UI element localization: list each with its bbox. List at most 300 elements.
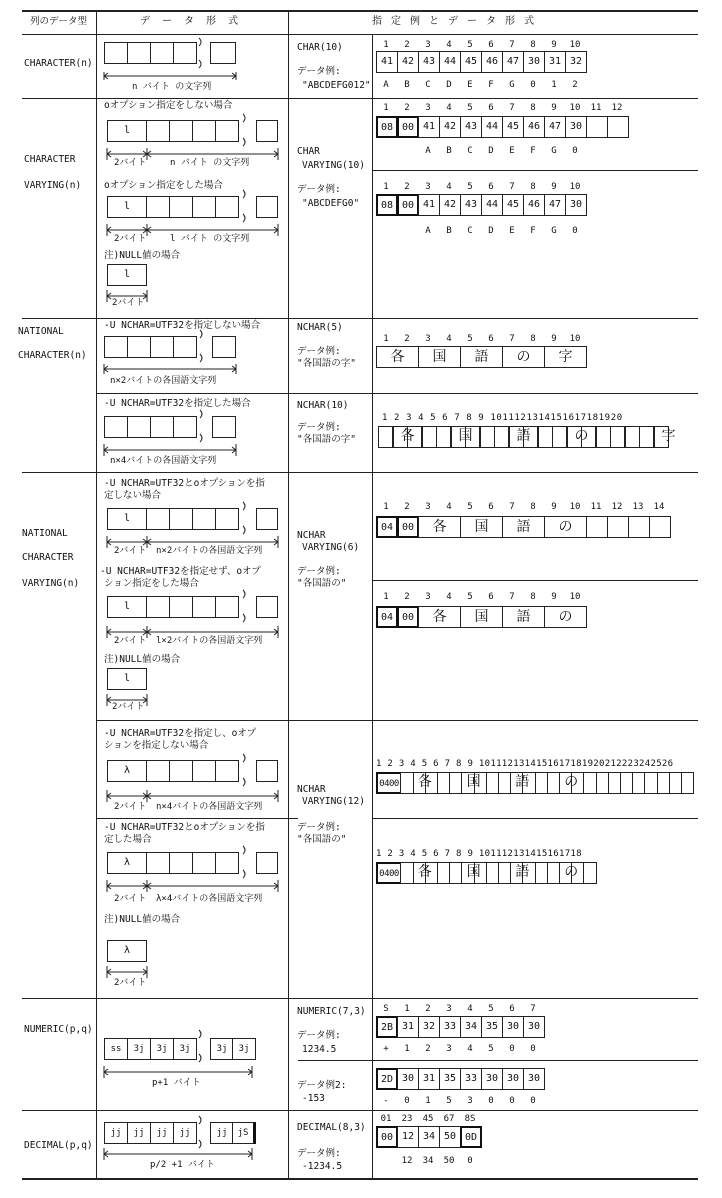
byte-cell	[547, 862, 560, 884]
byte-number: 1	[383, 182, 389, 192]
byte-cell	[608, 772, 621, 794]
hex-cell: 08	[376, 194, 398, 216]
nvarchar-spec-4: VARYING(12)	[302, 796, 365, 807]
numeric-example-label: データ例:	[297, 1030, 341, 1041]
hex-cell: 47	[544, 194, 566, 216]
kanji-cell: 語	[516, 428, 531, 444]
nvarchar-note-2a: -U NCHAR=UTF32を指定せず、oオプ	[100, 566, 261, 577]
hex-cell: 46	[523, 116, 545, 138]
byte-number: 45	[422, 1114, 434, 1124]
byte-number: 1	[383, 592, 389, 602]
byte-cell	[583, 862, 596, 884]
char-label: F	[530, 146, 536, 156]
hex-cell: 0400	[376, 772, 402, 794]
hex-cell: 42	[439, 116, 461, 138]
varchar-example-value: "ABCDEFG0"	[302, 198, 360, 209]
row-divider	[22, 998, 698, 999]
byte-number: 10	[569, 502, 581, 512]
byte-cell	[378, 426, 393, 448]
char-label: B	[446, 146, 452, 156]
byte-number: 8	[530, 40, 536, 50]
nchar-dim-2: n×4バイトの各国語文字列	[110, 456, 217, 466]
byte-number: 5	[467, 502, 473, 512]
hex-cell: 12	[397, 1126, 419, 1148]
digit-label: 0	[530, 1044, 536, 1054]
digit-cell: 3j	[210, 1038, 234, 1060]
nvarchar-example-label: データ例:	[297, 566, 341, 577]
char-label: E	[509, 146, 515, 156]
hex-cell: 35	[481, 1016, 503, 1038]
digit-label: 3	[446, 1044, 452, 1054]
row-divider	[22, 98, 698, 99]
nchar-example-value-2: "各国語の字"	[297, 434, 356, 445]
byte-cell	[639, 426, 654, 448]
nvarchar-example-value: "各国語の"	[297, 578, 347, 589]
byte-number: 10	[569, 334, 581, 344]
type-varchar-line1: CHARACTER	[24, 154, 76, 165]
byte-number: 01	[380, 1114, 392, 1124]
empty-cell	[628, 516, 650, 538]
hex-cell: 04	[376, 606, 398, 628]
numeric-example-value: 1234.5	[302, 1044, 337, 1055]
byte-number: 6	[488, 334, 494, 344]
nchar-spec-2: NCHAR(10)	[297, 400, 349, 411]
kanji-cell: 語	[502, 516, 545, 538]
byte-number: 6	[509, 1004, 515, 1014]
nvarchar-note-1b: 定しない場合	[104, 490, 162, 501]
varchar-spec-line1: CHAR	[297, 146, 320, 157]
byte-number: 2	[404, 592, 410, 602]
byte-number: 5	[467, 334, 473, 344]
digit-label: 1	[425, 1096, 431, 1106]
kanji-cell: 各	[376, 346, 419, 368]
byte-number: 9	[551, 502, 557, 512]
byte-cell	[436, 426, 451, 448]
char-label: C	[467, 226, 473, 236]
char-label: 0	[572, 226, 578, 236]
byte-cell	[596, 772, 609, 794]
nvarchar-note-1a: -U NCHAR=UTF32とoオプションを指	[104, 478, 265, 489]
byte-number: 7	[509, 334, 515, 344]
table-bottom-border	[22, 1178, 698, 1180]
byte-number: 3	[425, 182, 431, 192]
hex-cell: 30	[502, 1016, 524, 1038]
lambda-prefix-label: λ	[123, 765, 131, 776]
hex-cell: 2D	[376, 1068, 398, 1090]
nvarchar-note-3b: ションを指定しない場合	[104, 740, 209, 751]
byte-cell	[596, 426, 611, 448]
kanji-cell: の	[564, 774, 579, 790]
nvarchar-dim-a: n×2バイトの各国語文字列	[156, 546, 263, 556]
digit-cell: ss	[104, 1038, 128, 1060]
decimal-example-value: -1234.5	[302, 1161, 343, 1172]
digit-label: 0	[530, 1096, 536, 1106]
type-varchar-line2: VARYING(n)	[24, 180, 82, 191]
kanji-cell: 各	[400, 428, 415, 444]
byte-cell	[547, 772, 560, 794]
byte-cell	[494, 426, 509, 448]
byte-number: 9	[551, 592, 557, 602]
nvarchar-note-2b: ション指定をした場合	[104, 578, 199, 589]
hex-cell: 32	[565, 51, 587, 73]
char-spec: CHAR(10)	[297, 42, 343, 53]
nchar-spec-1: NCHAR(5)	[297, 322, 343, 333]
nvarchar-dim-2byte-b: 2バイト	[114, 636, 147, 646]
byte-number: 9	[551, 334, 557, 344]
char-label: A	[425, 226, 431, 236]
table-top-border	[22, 10, 698, 12]
byte-number: 5	[467, 592, 473, 602]
type-decimal: DECIMAL(p,q)	[24, 1140, 93, 1151]
digit-cell: jj	[104, 1122, 128, 1144]
varchar-dim-2byte: 2バイト	[114, 158, 147, 168]
digit-cell: jj	[173, 1122, 197, 1144]
hex-cell: 41	[418, 194, 440, 216]
digit-label: 2	[425, 1044, 431, 1054]
varchar-note-null: 注)NULL値の場合	[104, 250, 181, 261]
byte-cell	[535, 862, 548, 884]
row-divider	[22, 318, 698, 319]
hex-cell: 08	[376, 116, 398, 138]
kanji-cell: 国	[460, 516, 503, 538]
char-label: B	[404, 80, 410, 90]
subrow-divider	[96, 720, 698, 721]
nvarchar-dim-d: λ×4バイトの各国語文字列	[156, 894, 263, 904]
nvarchar-null-dim-2: 2バイト	[114, 978, 147, 988]
byte-number: 10	[569, 182, 581, 192]
byte-number: 4	[446, 40, 452, 50]
type-nvarchar-line2: CHARACTER	[22, 552, 74, 563]
hex-cell: 00	[397, 606, 419, 628]
digit-label: 12	[401, 1156, 413, 1166]
byte-number: 12	[611, 502, 623, 512]
byte-number: 10	[569, 592, 581, 602]
digit-label: 0	[467, 1156, 473, 1166]
kanji-cell: 国	[458, 428, 473, 444]
digit-label: 5	[446, 1096, 452, 1106]
lambda-prefix-label: λ	[123, 945, 131, 956]
hex-cell: 30	[523, 1016, 545, 1038]
char-label: 2	[572, 80, 578, 90]
digit-label: 50	[443, 1156, 455, 1166]
empty-cell	[586, 116, 608, 138]
hex-cell: 47	[502, 51, 524, 73]
length-prefix-label: l	[123, 269, 131, 280]
kanji-cell: の	[502, 346, 545, 368]
hex-cell: 42	[397, 51, 419, 73]
header-bottom-border	[22, 34, 698, 35]
char-example-label: データ例:	[297, 66, 341, 77]
byte-cell	[449, 862, 462, 884]
digit-label: 0	[488, 1096, 494, 1106]
byte-number: S	[383, 1004, 389, 1014]
byte-number: 6	[488, 182, 494, 192]
byte-number: 4	[446, 182, 452, 192]
nvarchar-dim-2byte-d: 2バイト	[114, 894, 147, 904]
kanji-cell: の	[574, 428, 589, 444]
char-dim-label: n バイト の文字列	[132, 82, 212, 92]
byte-number: 8	[530, 502, 536, 512]
nvarchar-note-null-2: 注)NULL値の場合	[104, 914, 181, 925]
decimal-example-label: データ例:	[297, 1148, 341, 1159]
byte-number: 2	[404, 182, 410, 192]
byte-cell	[632, 772, 645, 794]
length-prefix-label: l	[123, 601, 131, 612]
byte-number: 3	[425, 334, 431, 344]
type-nchar-line2: CHARACTER(n)	[18, 350, 87, 361]
nvarchar-spec-2: VARYING(6)	[302, 542, 360, 553]
varchar-dim-l: l バイト の文字列	[170, 234, 250, 244]
byte-number: 8	[530, 103, 536, 113]
kanji-cell: 各	[417, 774, 432, 790]
hex-cell: 47	[544, 116, 566, 138]
header-column-example: 指定例とデータ形式	[372, 16, 543, 27]
byte-number: 7	[509, 502, 515, 512]
char-label: E	[467, 80, 473, 90]
empty-cell	[649, 516, 671, 538]
example-divider	[372, 170, 698, 171]
hex-cell: 30	[523, 1068, 545, 1090]
digit-cell: jj	[150, 1122, 174, 1144]
kanji-cell: 語	[515, 864, 530, 880]
kanji-cell: 国	[466, 774, 481, 790]
example-divider	[298, 1060, 698, 1061]
kanji-cell: の	[544, 516, 587, 538]
kanji-cell: 国	[418, 346, 461, 368]
byte-number: 4	[467, 1004, 473, 1014]
byte-number: 3	[425, 502, 431, 512]
byte-number: 1	[383, 334, 389, 344]
varchar-null-dim: 2バイト	[112, 298, 145, 308]
col-divider-type	[96, 10, 97, 1178]
hex-cell: 04	[376, 516, 398, 538]
hex-cell: 30	[502, 1068, 524, 1090]
length-prefix-label: l	[123, 673, 131, 684]
kanji-cell: 字	[661, 428, 676, 444]
hex-cell: 46	[523, 194, 545, 216]
byte-number: 13	[632, 502, 644, 512]
byte-number: 1	[383, 103, 389, 113]
char-label: A	[425, 146, 431, 156]
nvarchar-byte-numbers-3: 1 2 3 4 5 6 7 8 9 1011121314151617181920212223242526	[376, 759, 674, 769]
empty-cell	[607, 116, 629, 138]
byte-number: 2	[404, 103, 410, 113]
row-divider	[22, 1110, 698, 1111]
hex-cell: 44	[481, 116, 503, 138]
digit-label: +	[383, 1044, 389, 1054]
hex-cell: 2B	[376, 1016, 398, 1038]
byte-number: 3	[446, 1004, 452, 1014]
byte-number: 6	[488, 103, 494, 113]
digit-cell: jj	[127, 1122, 151, 1144]
nvarchar-note-4b: 定した場合	[104, 834, 152, 845]
nvarchar-dim-2byte-c: 2バイト	[114, 802, 147, 812]
empty-cell	[586, 516, 608, 538]
char-label: C	[467, 146, 473, 156]
byte-number: 11	[590, 103, 602, 113]
varchar-note-no-option: oオプション指定をしない場合	[104, 100, 233, 111]
kanji-cell: 各	[418, 606, 461, 628]
byte-cell	[669, 772, 682, 794]
byte-number: 4	[446, 502, 452, 512]
hex-cell: 0D	[460, 1126, 482, 1148]
char-label: C	[425, 80, 431, 90]
byte-number: 14	[653, 502, 665, 512]
nvarchar-example-label-2: データ例:	[297, 822, 341, 833]
example-divider	[372, 818, 698, 819]
byte-number: 4	[446, 334, 452, 344]
byte-number: 2	[425, 1004, 431, 1014]
hex-cell: 45	[502, 116, 524, 138]
byte-number: 3	[425, 40, 431, 50]
byte-number: 5	[467, 40, 473, 50]
numeric-example-label-2: データ例2:	[297, 1080, 347, 1091]
byte-number: 10	[569, 40, 581, 50]
digit-cell: 3j	[127, 1038, 151, 1060]
kanji-cell: の	[544, 606, 587, 628]
byte-number: 7	[509, 182, 515, 192]
hex-cell: 33	[460, 1068, 482, 1090]
byte-cell	[681, 772, 694, 794]
byte-cell	[486, 772, 499, 794]
lambda-prefix-label: λ	[123, 857, 131, 868]
char-label: E	[509, 226, 515, 236]
byte-number: 2	[404, 502, 410, 512]
nchar-example-value-1: "各国語の字"	[297, 358, 356, 369]
byte-number: 23	[401, 1114, 413, 1124]
byte-number: 9	[551, 182, 557, 192]
kanji-cell: 字	[544, 346, 587, 368]
nvarchar-byte-numbers-4: 1 2 3 4 5 6 7 8 9 101112131415161718	[376, 849, 582, 859]
char-label: 0	[572, 146, 578, 156]
varchar-note-with-option: oオプション指定をした場合	[104, 180, 223, 191]
kanji-cell: 語	[460, 346, 503, 368]
byte-cell	[552, 426, 567, 448]
byte-cell	[583, 772, 596, 794]
col-divider-example	[372, 34, 373, 1178]
byte-number: 8	[530, 182, 536, 192]
byte-cell	[486, 862, 499, 884]
decimal-spec: DECIMAL(8,3)	[297, 1122, 366, 1133]
hex-cell: 30	[565, 194, 587, 216]
byte-cell	[535, 772, 548, 794]
hex-cell: 31	[418, 1068, 440, 1090]
byte-cell	[610, 426, 625, 448]
hex-cell: 30	[565, 116, 587, 138]
byte-cell	[657, 772, 670, 794]
varchar-dim-2byte-b: 2バイト	[114, 234, 147, 244]
kanji-cell: の	[564, 864, 579, 880]
empty-cell	[607, 516, 629, 538]
byte-number: 5	[488, 1004, 494, 1014]
byte-number: 5	[467, 182, 473, 192]
nchar-dim-1: n×2バイトの各国語文字列	[110, 376, 217, 386]
byte-cell	[422, 426, 437, 448]
kanji-cell: 各	[417, 864, 432, 880]
digit-label: 5	[488, 1044, 494, 1054]
header-column-format: データ形式	[140, 16, 250, 27]
length-prefix-label: l	[123, 201, 131, 212]
nvarchar-note-4a: -U NCHAR=UTF32とoオプションを指	[104, 822, 265, 833]
varchar-example-label: データ例:	[297, 184, 341, 195]
byte-cell	[644, 772, 657, 794]
hex-cell: 50	[439, 1126, 461, 1148]
byte-number: 8	[530, 592, 536, 602]
kanji-cell: 語	[515, 774, 530, 790]
digit-label: -	[383, 1096, 389, 1106]
kanji-cell: 国	[466, 864, 481, 880]
byte-number: 8	[530, 334, 536, 344]
digit-label: 34	[422, 1156, 434, 1166]
numeric-spec: NUMERIC(7,3)	[297, 1006, 366, 1017]
hex-cell: 33	[439, 1016, 461, 1038]
char-label: D	[488, 146, 494, 156]
char-label: G	[551, 146, 557, 156]
nchar-example-label-1: データ例:	[297, 346, 341, 357]
char-label: G	[551, 226, 557, 236]
hex-cell: 41	[376, 51, 398, 73]
byte-number: 3	[425, 103, 431, 113]
col-divider-format	[288, 10, 289, 1178]
digit-cell: jS	[232, 1122, 256, 1144]
digit-label: 1	[404, 1044, 410, 1054]
hex-cell: 46	[481, 51, 503, 73]
byte-number: 11	[590, 502, 602, 512]
length-prefix-label: l	[123, 513, 131, 524]
byte-number: 7	[509, 592, 515, 602]
hex-cell: 43	[418, 51, 440, 73]
varchar-dim-n: n バイト の文字列	[170, 158, 250, 168]
hex-cell: 00	[397, 116, 419, 138]
byte-cell	[449, 772, 462, 794]
nvarchar-dim-c: n×4バイトの各国語文字列	[156, 802, 263, 812]
char-label: 1	[551, 80, 557, 90]
nchar-byte-numbers-2: 1 2 3 4 5 6 7 8 9 1011121314151617181920	[382, 413, 623, 423]
hex-cell: 00	[397, 516, 419, 538]
byte-number: 4	[446, 103, 452, 113]
kanji-cell: 国	[460, 606, 503, 628]
nvarchar-example-value-2: "各国語の"	[297, 834, 347, 845]
row-divider	[22, 472, 698, 473]
nvarchar-spec-3: NCHAR	[297, 784, 326, 795]
digit-cell: 3j	[150, 1038, 174, 1060]
nvarchar-note-3a: -U NCHAR=UTF32を指定し、oオプ	[104, 728, 257, 739]
length-prefix-label: l	[123, 125, 131, 136]
byte-number: 3	[425, 592, 431, 602]
byte-cell	[538, 426, 553, 448]
char-label: B	[446, 226, 452, 236]
hex-cell: 31	[397, 1016, 419, 1038]
byte-number: 6	[488, 592, 494, 602]
byte-number: 7	[509, 40, 515, 50]
nvarchar-dim-2byte-a: 2バイト	[114, 546, 147, 556]
hex-cell: 44	[481, 194, 503, 216]
type-nvarchar-line3: VARYING(n)	[22, 578, 80, 589]
varchar-spec-line2: VARYING(10)	[302, 160, 365, 171]
byte-number: 4	[446, 592, 452, 602]
byte-number: 7	[509, 103, 515, 113]
hex-cell: 30	[397, 1068, 419, 1090]
digit-label: 0	[509, 1044, 515, 1054]
digit-label: 3	[467, 1096, 473, 1106]
nchar-example-label-2: データ例:	[297, 422, 341, 433]
hex-cell: 34	[418, 1126, 440, 1148]
byte-number: 7	[530, 1004, 536, 1014]
hex-cell: 45	[460, 51, 482, 73]
hex-cell: 45	[502, 194, 524, 216]
byte-number: 1	[383, 40, 389, 50]
digit-label: 0	[404, 1096, 410, 1106]
